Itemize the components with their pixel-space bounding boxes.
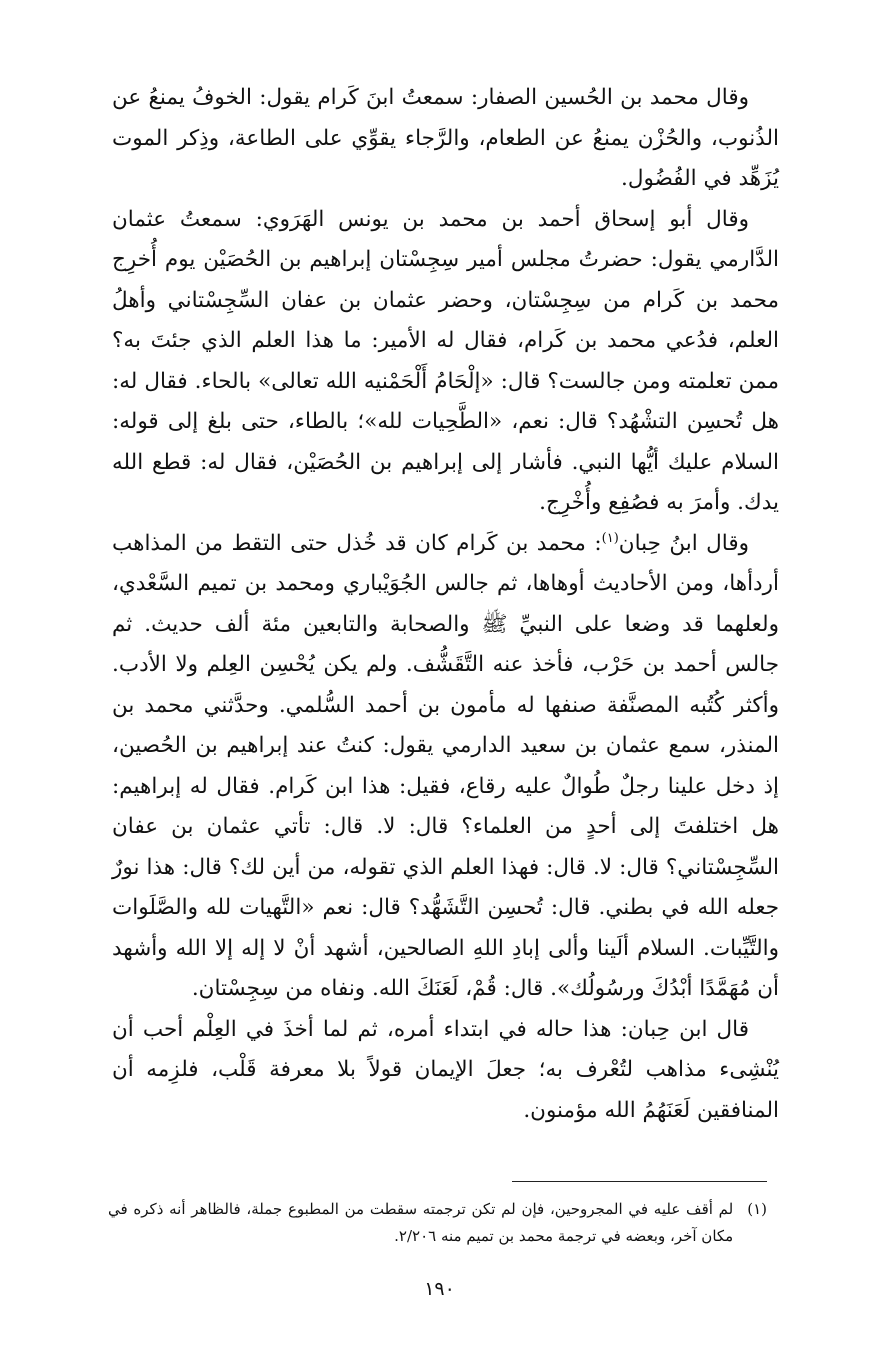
footnote-divider bbox=[512, 1181, 767, 1182]
footnote-text: لم أقف عليه في المجروحين، فإن لم تكن ترجمته سقطت من المطبوع جملة، فالظاهر أنه ذكره في مكان آخر، وبعضه في ترجمة محمد بن تميم منه ٢/٢٠٦. bbox=[108, 1200, 734, 1245]
paragraph-ibn-hibban-body: : محمد بن كَرام كان قد خُذل حتى التقط من المذاهب أردأها، ومن الأحاديث أوهاها، ثم جالس الجُوَيْباري ومحمد بن تميم السَّعْدي، ولعلهما قد وضعا على النبيِّ ﷺ والصحابة والتابعين مئة ألف حديث. ثم جالس أحمد بن حَرْب، فأخذ عنه التَّقَشُّف. ولم يكن يُحْسِن العِلم ولا الأدب. وأكثر كُتُبه المصنَّفة صنفها له مأمون بن أحمد السُّلمي. وحدَّثني محمد بن المنذر، سمع عثمان بن سعيد الدارمي يقول: كنتُ عند إبراهيم بن الحُصين، إذ دخل علينا رجلٌ طُوالٌ عليه رقاع، فقيل: هذا ابن كَرام. فقال له إبراهيم: هل اختلفتَ إلى أحدٍ من العلماء؟ قال: لا. قال: تأتي عثمان بن عفان السِّجِسْتاني؟ قال: لا. قال: فهذا العلم الذي تقوله، من أين لك؟ قال: هذا نورٌ جعله الله في بطني. قال: تُحسِن التَّشَهُّد؟ قال: نعم «التَّهيات لله والصَّلَوات والتَّيِّبات. السلام ألَينا وألى إبادِ اللهِ الصالحين، أشهد أنْ لا إله إلا الله وأشهد أن مُهَمَّدًا أبْدُكَ ورسُولُك». قال: قُمْ، لَعَنَكَ الله. ونفاه من سِجِسْتان. bbox=[112, 530, 779, 1001]
page-number: ١٩٠ bbox=[424, 1278, 455, 1300]
paragraph-harawi: وقال أبو إسحاق أحمد بن محمد بن يونس الهَرَوي: سمعتُ عثمان الدَّارمي يقول: حضرتُ مجلس أمير سِجِسْتان إبراهيم بن الحُصَيْن يوم أُخرِج محمد بن كَرام من سِجِسْتان، وحضر عثمان بن عفان السِّجِسْتاني وأهلُ العلم، فدُعي محمد بن كَرام، فقال له الأمير: ما هذا العلم الذي جئتَ به؟ ممن تعلمته ومن جالست؟ قال: «إلْحَامُ أَلْحَمْنيه الله تعالى» بالحاء. فقال له: هل تُحسِن التشْهُد؟ قال: نعم، «الطَّحِيات لله»؛ بالطاء، حتى بلغ إلى قوله: السلام عليك أيُّها النبي. فأشار إلى إبراهيم بن الحُصَيْن، فقال له: قطع الله يدك. وأمرَ به فصُفِع وأُخْرِج. bbox=[112, 206, 779, 515]
paragraph-final: قال ابن حِبان: هذا حاله في ابتداء أمره، ثم لما أخذَ في العِلْم أحب أن يُنْشِىء مذاهب لتُعْرف به؛ جعلَ الإيمان قولاً بلا معرفة قَلْب، فلزِمه أن المنافقين لَعَنَهُمُ الله مؤمنون. bbox=[112, 1016, 779, 1123]
paragraph-safar: وقال محمد بن الحُسين الصفار: سمعتُ ابنَ كَرام يقول: الخوفُ يمنعُ عن الذُنوب، والحُزْن يمنعُ عن الطعام، والرَّجاء يقوِّي على الطاعة، وذِكر الموت يُزَهِّد في الفُضُول. bbox=[112, 85, 779, 191]
footnote-reference[interactable]: (١) bbox=[601, 530, 619, 546]
paragraph-ibn-hibban bbox=[112, 524, 779, 1010]
footnote-number: (١) bbox=[747, 1200, 767, 1218]
paragraph-ibn-hibban-opening: وقال ابنُ حِبان bbox=[618, 530, 749, 556]
footnote bbox=[108, 1196, 767, 1250]
main-text bbox=[112, 78, 779, 1131]
